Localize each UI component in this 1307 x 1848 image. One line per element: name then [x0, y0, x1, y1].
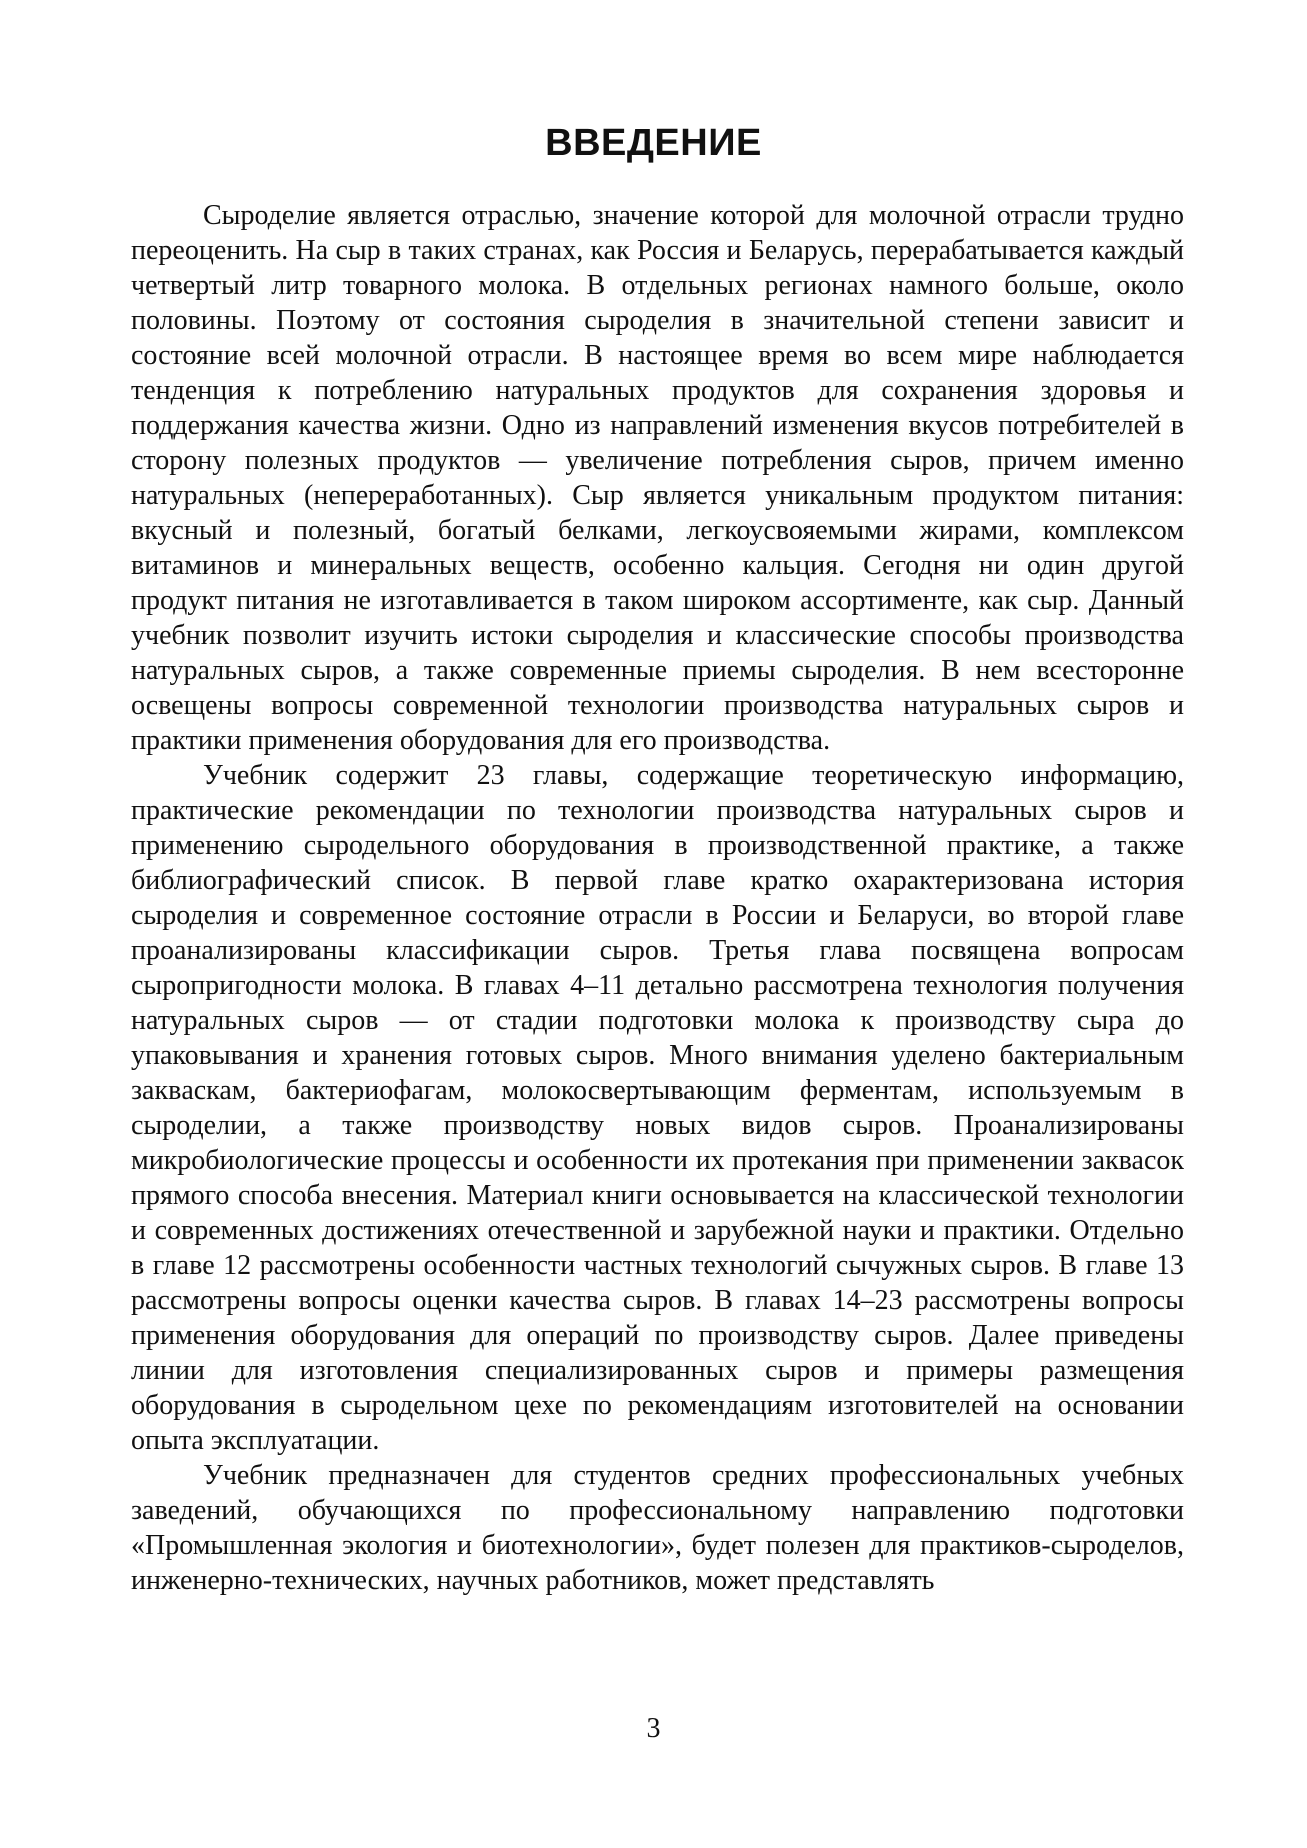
body-text — [131, 198, 1184, 1598]
paragraph-contents: Учебник содержит 23 главы, содержащие теоретическую информацию, практические рекомендации по технологии производства натуральных сыров и применению сыродельного оборудования в производственной практике, а также библиографический список. В первой главе кратко охарактеризована история сыроделия и современное состояние отрасли в России и Беларуси, во второй главе проанализированы классификации сыров. Третья глава посвящена вопросам сыропригодности молока. В главах 4–11 детально рассмотрена технология получения натуральных сыров — от стадии подготовки молока к производству сыра до упаковывания и хранения готовых сыров. Много внимания уделено бактериальным заквaскам, бактериофагам, молокосвертывающим ферментам, используемым в сыроделии, а также производству новых видов сыров. Проанализированы микробиологические процессы и особенности их протекания при применении заквасок прямого способа внесения. Материал книги основывается на классической технологии и современных достижениях отечественной и зарубежной науки и практики. Отдельно в главе 12 рассмотрены особенности частных технологий сычужных сыров. В главе 13 рассмотрены вопросы оценки качества сыров. В главах 14–23 рассмотрены вопросы применения оборудования для операций по производству сыров. Далее приведены линии для изготовления специализированных сыров и примеры размещения оборудования в сыродельном цехе по рекомендациям изготовителей на основании опыта эксплуатации. — [131, 760, 1184, 1456]
paragraph-intro: Сыроделие является отраслью, значение которой для молочной отрасли трудно переоценить. На сыр в таких странах, как Россия и Беларусь, перерабатывается каждый четвертый литр товарного молока. В отдельных регионах намного больше, около половины. Поэтому от состояния сыроделия в значительной степени зависит и состояние всей молочной отрасли. В настоящее время во всем мире наблюдается тенденция к потреблению натуральных продуктов для сохранения здоровья и поддержания качества жизни. Одно из направлений изменения вкусов потребителей в сторону полезных продуктов — увеличение потребления сыров, причем именно натуральных (непереработанных). Сыр является уникальным продуктом питания: вкусный и полезный, богатый белками, легкоусвояемыми жирами, комплексом витаминов и минеральных веществ, особенно кальция. Сегодня ни один другой продукт питания не изготавливается в таком широком ассортименте, как сыр. Данный учебник позволит изучить истоки сыроделия и классические способы производства натуральных сыров, а также современные приемы сыроделия. В нем всесторонне освещены вопросы современной технологии производства натуральных сыров и практики применения оборудования для его производства. — [131, 200, 1184, 756]
page-title: ВВЕДЕНИЕ — [545, 122, 762, 164]
page-number: 3 — [646, 1713, 661, 1744]
paragraph-audience: Учебник предназначен для студентов средних профессиональных учебных заведений, обучающихся по профессиональному направлению подготовки «Промышленная экология и биотехнологии», будет полезен для практиков-сыроделов, инженерно-технических, научных работников, может представлять — [131, 1460, 1184, 1596]
